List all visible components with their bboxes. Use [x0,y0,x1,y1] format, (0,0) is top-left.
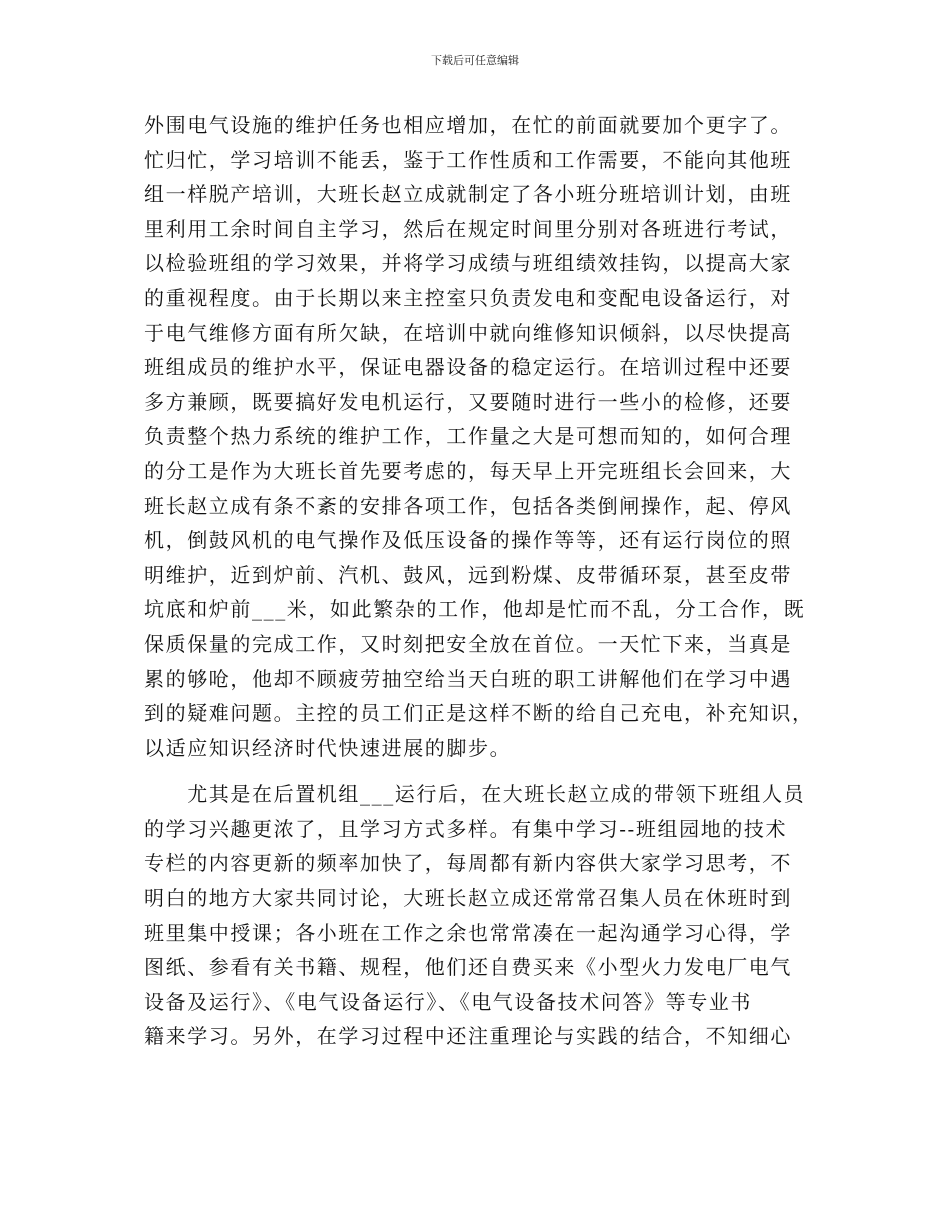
text-line: 设备及运行》、《电气设备运行》、《电气设备技术问答》等专业书 [144,989,752,1014]
text-line: 班组成员的维护水平，保证电器设备的稳定运行。在培训过程中还要 [144,355,792,380]
text-line: 多方兼顾，既要搞好发电机运行，又要随时进行一些小的检修，还要 [144,389,792,414]
text-line: 里利用工余时间自主学习，然后在规定时间里分别对各班进行考试， [144,216,792,241]
text-line: 明维护，近到炉前、汽机、鼓风，远到粉煤、皮带循环泵，甚至皮带 [144,562,792,587]
text-line: 机，倒鼓风机的电气操作及低压设备的操作等等，还有运行岗位的照 [144,528,792,553]
text-line: 以检验班组的学习效果，并将学习成绩与班组绩效挂钩，以提高大家 [144,251,792,276]
text-line: 忙归忙，学习培训不能丢，鉴于工作性质和工作需要，不能向其他班 [144,147,792,172]
text-line: 于电气维修方面有所欠缺，在培训中就向维修知识倾斜，以尽快提高 [144,320,792,345]
text-line: 班长赵立成有条不紊的安排各项工作，包括各类倒闸操作，起、停风 [144,493,792,518]
text-line: 明白的地方大家共同讨论，大班长赵立成还常常召集人员在休班时到 [144,886,792,911]
text-line: 专栏的内容更新的频率加快了，每周都有新内容供大家学习思考，不 [144,851,792,876]
text-line: 到的疑难问题。主控的员工们正是这样不断的给自己充电，补充知识， [144,701,814,726]
text-line: 籍来学习。另外，在学习过程中还注重理论与实践的结合，不知细心 [144,1024,792,1049]
text-line: 累的够呛，他却不顾疲劳抽空给当天白班的职工讲解他们在学习中遇 [144,666,792,691]
text-line: 坑底和炉前___米，如此繁杂的工作，他却是忙而不乱，分工合作，既 [144,597,806,622]
text-line: 外围电气设施的维护任务也相应增加，在忙的前面就要加个更字了。 [144,113,792,137]
paragraph-spacing [144,765,834,777]
text-line: 的重视程度。由于长期以来主控室只负责发电和变配电设备运行，对 [144,285,792,310]
text-line: 的分工是作为大班长首先要考虑的，每天早上开完班组长会回来，大 [144,458,792,483]
text-line: 尤其是在后置机组___运行后，在大班长赵立成的带领下班组人员 [144,782,806,807]
text-line: 保质保量的完成工作，又时刻把安全放在首位。一天忙下来，当真是 [144,631,792,656]
text-line: 负责整个热力系统的维护工作，工作量之大是可想而知的，如何合理 [144,424,792,449]
paragraph-1 [144,108,834,765]
page-header: 下载后可任意编辑 [431,54,519,67]
body-text [144,108,834,1054]
text-line: 的学习兴趣更浓了，且学习方式多样。有集中学习--班组园地的技术 [144,816,788,841]
text-line: 组一样脱产培训，大班长赵立成就制定了各小班分班培训计划，由班 [144,182,792,207]
text-line: 图纸、参看有关书籍、规程，他们还自费买来《小型火力发电厂电气 [144,955,792,980]
paragraph-2 [144,777,834,1054]
text-line: 班里集中授课；各小班在工作之余也常常凑在一起沟通学习心得，学 [144,920,792,945]
text-line: 以适应知识经济时代快速进展的脚步。 [144,735,512,760]
